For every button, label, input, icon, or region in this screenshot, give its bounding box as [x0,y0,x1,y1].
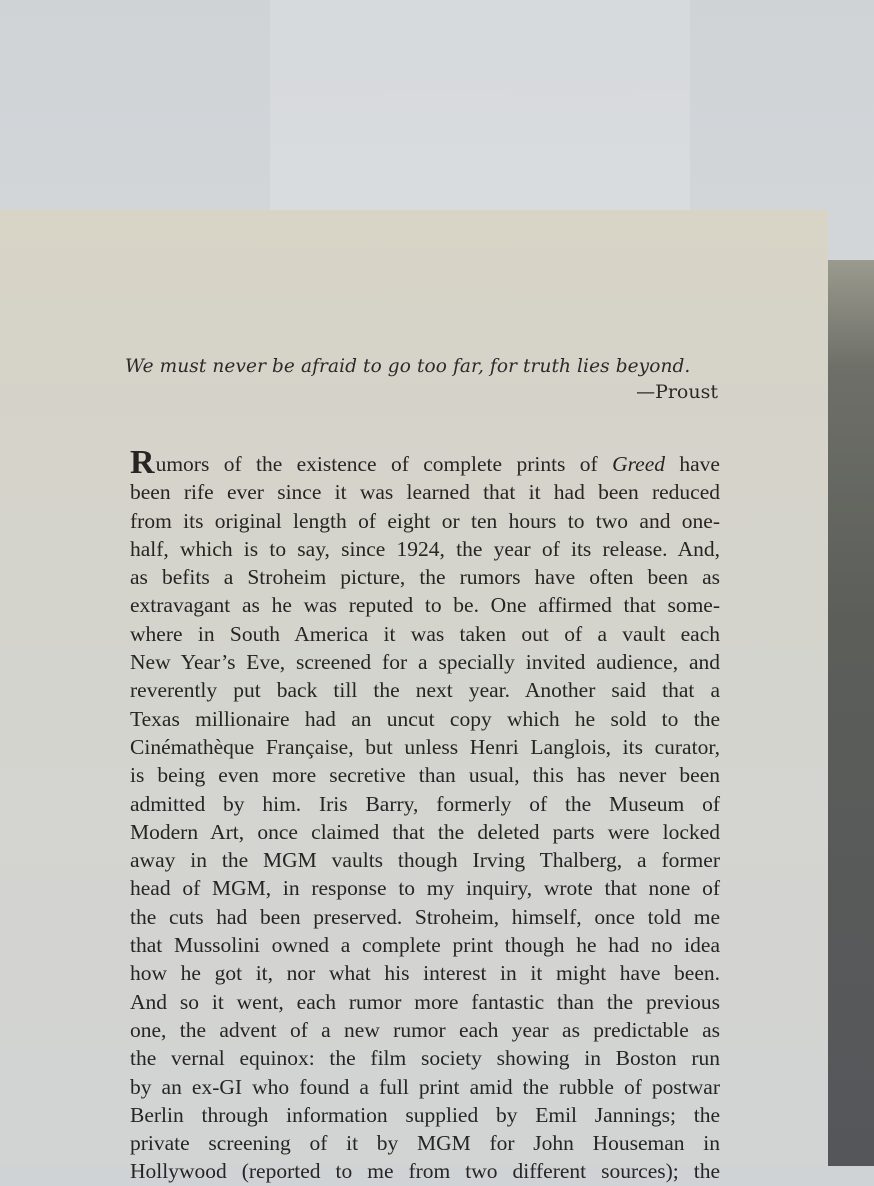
body-line: been rife ever since it was learned that it had been reduced [130,480,720,505]
body-line: Berlin through information supplied by Emil Jannings; the [130,1102,720,1127]
epigraph [125,356,718,403]
body-line: New Year’s Eve, screened for a specially invited audience, and [130,650,720,675]
body-line-1-text: umors of the existence of complete prints of [155,452,613,476]
body-line: as befits a Stroheim picture, the rumors have often been as [130,565,720,590]
body-line: half, which is to say, since 1924, the year of its release. And, [130,536,720,561]
body-line: by an ex-GI who found a full print amid the rubble of postwar [130,1074,720,1099]
body-line: Texas millionaire had an uncut copy which he sold to the [130,706,720,731]
background-surface [270,0,690,210]
body-line: Modern Art, once claimed that the deleted parts were locked [130,819,720,844]
body-line: Hollywood (reported to me from two different sources); the [130,1159,720,1184]
body-line: how he got it, nor what his interest in it might have been. [130,961,720,986]
body-line: extravagant as he was reputed to be. One affirmed that some- [130,593,720,618]
body-line: reverently put back till the next year. Another said that a [130,678,720,703]
page-edge-shadow [826,260,874,1166]
body-line: And so it went, each rumor more fantastic than the previous [130,989,720,1014]
body-line: where in South America it was taken out of a vault each [130,621,720,646]
body-line: the cuts had been preserved. Stroheim, himself, once told me [130,904,720,929]
body-line-1 [130,444,720,481]
body-line: from its original length of eight or ten hours to two and one- [130,508,720,533]
body-paragraph [130,444,720,1186]
body-line: away in the MGM vaults though Irving Thalberg, a former [130,848,720,873]
body-line: one, the advent of a new rumor each year as predictable as [130,1017,720,1042]
epigraph-attribution: —Proust [636,381,718,403]
body-line: the vernal equinox: the film society showing in Boston run [130,1046,720,1071]
body-line: that Mussolini owned a complete print though he had no idea [130,933,720,958]
body-line-1-end: have [665,452,720,476]
body-line: head of MGM, in response to my inquiry, wrote that none of [130,876,720,901]
body-line: Cinémathèque Française, but unless Henri Langlois, its curator, [130,734,720,759]
drop-cap: R [130,444,155,481]
body-line: admitted by him. Iris Barry, formerly of the Museum of [130,791,720,816]
epigraph-quote: We must never be afraid to go too far, for truth lies beyond. [125,356,691,377]
film-title: Greed [612,452,666,476]
body-line: private screening of it by MGM for John Houseman in [130,1131,720,1156]
body-line: is being even more secretive than usual, this has never been [130,763,720,788]
book-page [0,210,828,1184]
